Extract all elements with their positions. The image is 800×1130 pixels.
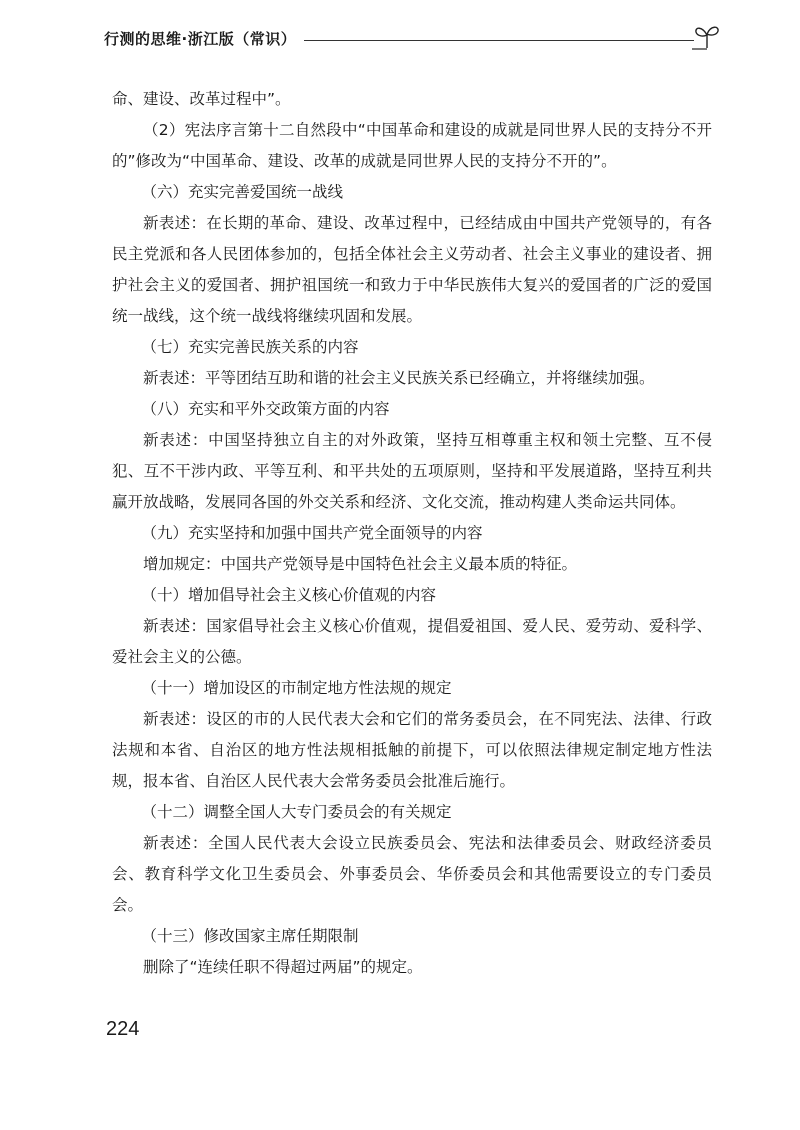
paragraph: 新表述：国家倡导社会主义核心价值观，提倡爱祖国、爱人民、爱劳动、爱科学、爱社会主义的公德。 (112, 617, 712, 666)
header-rule (304, 40, 694, 41)
running-header (104, 22, 724, 52)
section-heading: （十三）修改国家主席任期限制 (141, 927, 359, 945)
page-number: 224 (106, 1018, 140, 1040)
paragraph: 新表述：设区的市的人民代表大会和它们的常务委员会，在不同宪法、法律、行政法规和本省、自治区的地方性法规相抵触的前提下，可以依照法律规定制定地方性法规，报本省、自治区人民代表大会常务委员会批准后施行。 (112, 710, 712, 790)
paragraph: 增加规定：中国共产党领导是中国特色社会主义最本质的特征。 (143, 555, 578, 573)
paragraph: 新表述：中国坚持独立自主的对外政策，坚持互相尊重主权和领土完整、互不侵犯、互不干涉内政、平等互利、和平共处的五项原则，坚持和平发展道路，坚持互利共赢开放战略，发展同各国的外交关系和经济、文化交流，推动构建人类命运共同体。 (112, 431, 712, 511)
section-heading: （九）充实坚持和加强中国共产党全面领导的内容 (141, 524, 483, 542)
section-heading: （十）增加倡导社会主义核心价值观的内容 (141, 586, 436, 604)
paragraph: 新表述：平等团结互助和谐的社会主义民族关系已经确立，并将继续加强。 (143, 369, 655, 387)
section-heading: （七）充实完善民族关系的内容 (141, 338, 359, 356)
section-heading: （十二）调整全国人大专门委员会的有关规定 (141, 803, 452, 821)
paragraph: 新表述：在长期的革命、建设、改革过程中，已经结成由中国共产党领导的，有各民主党派和各人民团体参加的，包括全体社会主义劳动者、社会主义事业的建设者、拥护社会主义的爱国者、拥护祖国统一和致力于中华民族伟大复兴的爱国者的广泛的爱国统一战线，这个统一战线将继续巩固和发展。 (112, 214, 712, 325)
section-heading: （十一）增加设区的市制定地方性法规的规定 (141, 679, 452, 697)
section-heading: （六）充实完善爱国统一战线 (141, 183, 343, 201)
paragraph: 新表述：全国人民代表大会设立民族委员会、宪法和法律委员会、财政经济委员会、教育科学文化卫生委员会、外事委员会、华侨委员会和其他需要设立的专门委员会。 (112, 834, 712, 914)
page-body (112, 84, 712, 983)
header-title: 行测的思维·浙江版（常识） (104, 30, 297, 48)
section-heading: （八）充实和平外交政策方面的内容 (141, 400, 390, 418)
paragraph-continuation: 命、建设、改革过程中”。 (112, 90, 291, 108)
paragraph: 删除了“连续任职不得超过两届”的规定。 (143, 958, 423, 976)
sprout-icon (692, 22, 722, 50)
paragraph: （2）宪法序言第十二自然段中“中国革命和建设的成就是同世界人民的支持分不开的”修改为“中国革命、建设、改革的成就是同世界人民的支持分不开的”。 (112, 121, 712, 170)
